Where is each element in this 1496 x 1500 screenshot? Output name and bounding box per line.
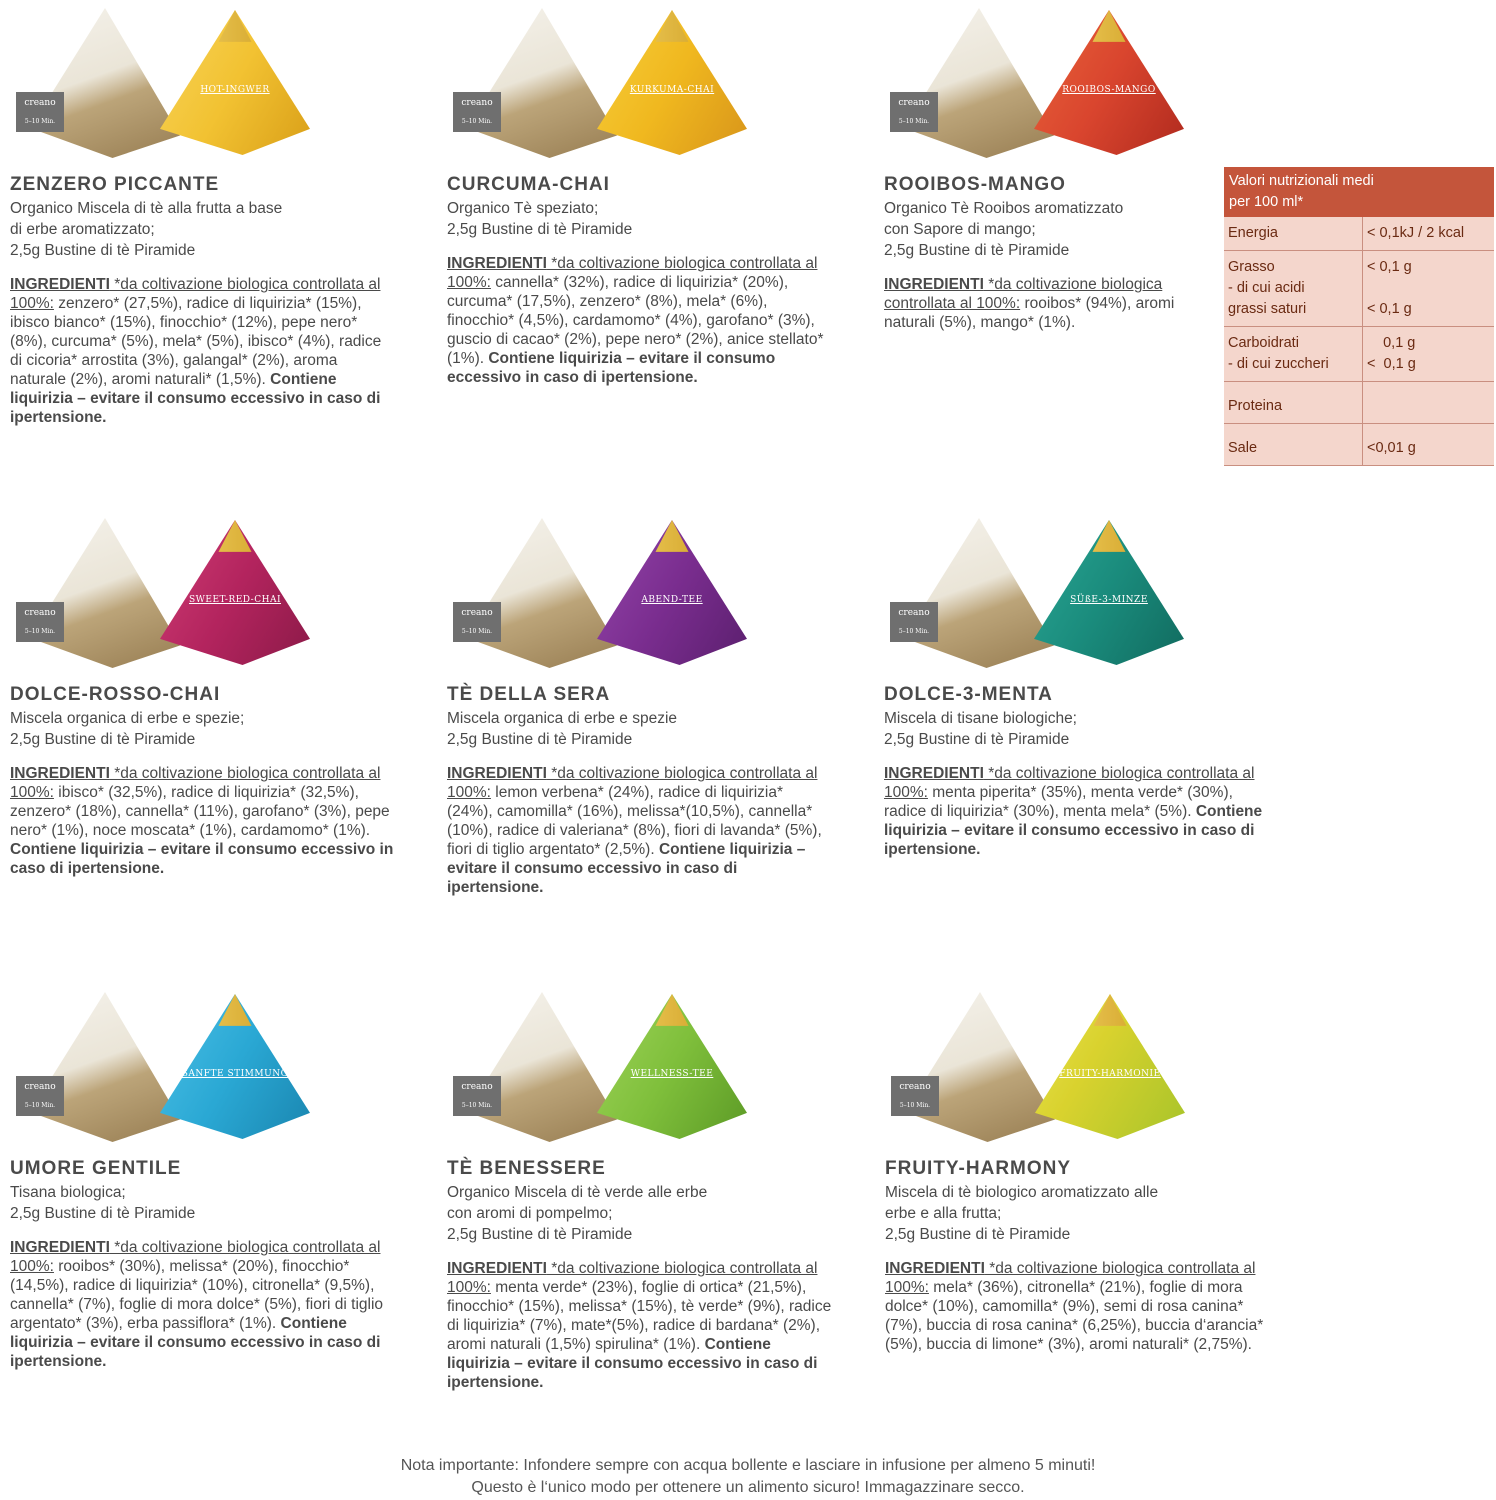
tag-time: 5–10 Min. xyxy=(461,1102,493,1109)
ingredients-text: INGREDIENTI *da coltivazione biologica controllata al 100%: rooibos* (94%), aromi naturali (5%), mango* (1%). xyxy=(884,276,1175,331)
tea-bag-image xyxy=(30,518,180,668)
product-card xyxy=(447,984,847,1392)
product-name: DOLCE-ROSSO-CHAI xyxy=(10,684,221,705)
product-card xyxy=(10,510,410,878)
product-card xyxy=(884,510,1284,859)
product-name: ZENZERO PICCANTE xyxy=(10,174,220,195)
product-description: Tisana biologica; 2,5g Bustine di tè Piramide xyxy=(10,1184,196,1222)
product-image xyxy=(10,984,410,1144)
product-image xyxy=(10,0,410,160)
tea-bag-image xyxy=(467,992,617,1142)
product-name: FRUITY-HARMONY xyxy=(885,1158,1072,1179)
tag-time: 5–10 Min. xyxy=(24,1102,56,1109)
ingredients-text: INGREDIENTI *da coltivazione biologica controllata al 100%: rooibos* (30%), melissa* (20%), finocchio* (14,5%), radice di liquirizia* (10%), citronella* (9,5%), cannella* (7%), foglie di mora dolce* (5%), fiori di tiglio argentato* (3%), erba passiflora* (1%). Contiene liquirizia – evitare il consumo eccessivo in caso di ipertensione. xyxy=(10,1239,384,1370)
product-card xyxy=(10,0,410,427)
ingredients-text: INGREDIENTI *da coltivazione biologica controllata al 100%: mela* (36%), citronella* (21%), foglie di mora dolce* (10%), camomilla* (9%), semi di rosa canina* (7%), buccia di rosa canina* (6,25%), buccia d‘arancia* (5%), buccia di limone* (3%), aromi naturali* (2,75%). xyxy=(885,1260,1264,1353)
tea-tag: creano 5–10 Min. xyxy=(890,92,938,132)
product-card xyxy=(10,984,410,1371)
product-image xyxy=(447,510,847,670)
tag-time: 5–10 Min. xyxy=(24,118,56,125)
tag-time: 5–10 Min. xyxy=(461,118,493,125)
product-description: Organico Miscela di tè alla frutta a base di erbe aromatizzato; 2,5g Bustine di tè Piramide xyxy=(10,200,283,259)
product-name: ROOIBOS-MANGO xyxy=(884,174,1066,195)
product-description: Organico Tè Rooibos aromatizzato con Sapore di mango; 2,5g Bustine di tè Piramide xyxy=(884,200,1124,259)
tea-bag-image xyxy=(467,518,617,668)
box-label: ABEND-TEE xyxy=(641,595,703,605)
tag-time: 5–10 Min. xyxy=(898,118,930,125)
product-image xyxy=(10,510,410,670)
product-name: UMORE GENTILE xyxy=(10,1158,182,1179)
box-label: SÜßE-3-MINZE xyxy=(1070,595,1148,605)
product-name: CURCUMA-CHAI xyxy=(447,174,610,195)
product-description: Organico Tè speziato; 2,5g Bustine di tè Piramide xyxy=(447,200,633,238)
ingredients-text: INGREDIENTI *da coltivazione biologica controllata al 100%: ibisco* (32,5%), radice di liquirizia* (32,5%), zenzero* (18%), cannella* (11%), garofano* (3%), pepe nero* (1%), noce moscata* (1%), cardamomo* (1%). Contiene liquirizia – evitare il consumo eccessivo in caso di ipertensione. xyxy=(10,765,394,877)
ingredients-text: INGREDIENTI *da coltivazione biologica controllata al 100%: zenzero* (27,5%), radice di liquirizia* (15%), ibisco bianco* (15%), finocchio* (12%), pepe nero* (8%), curcuma* (5%), mela* (5%), ibisco* (4%), radice di cicoria* arrostita (3%), galangal* (2%), aroma naturale (2%), aromi naturali* (1,5%). Contiene liquirizia – evitare il consumo eccessivo in caso di ipertensione. xyxy=(10,276,382,426)
ingredients-text: INGREDIENTI *da coltivazione biologica controllata al 100%: cannella* (32%), radice di liquirizia* (20%), curcuma* (17,5%), zenzero* (8%), mela* (6%), finocchio* (4,5%), cardamomo* (4%), garofano* (3%), guscio di cacao* (2%), pepe nero* (2%), anice stellato* (1%). Contiene liquirizia – evitare il consumo eccessivo in caso di ipertensione. xyxy=(447,255,824,386)
product-image xyxy=(884,510,1284,670)
nutrition-row: Proteina xyxy=(1224,382,1494,424)
box-label: ROOIBOS-MANGO xyxy=(1062,85,1156,95)
product-description: Miscela organica di erbe e spezie; 2,5g Bustine di tè Piramide xyxy=(10,710,245,748)
nutrition-row: Carboidrati - di cui zuccheri 0,1 g < 0,1 g xyxy=(1224,327,1494,382)
product-name: DOLCE-3-MENTA xyxy=(884,684,1053,705)
tea-bag-image xyxy=(30,992,180,1142)
tea-tag: creano 5–10 Min. xyxy=(890,602,938,642)
tea-tag: creano 5–10 Min. xyxy=(891,1076,939,1116)
nutrition-table xyxy=(1224,167,1494,466)
product-name: TÈ BENESSERE xyxy=(447,1158,606,1179)
tag-time: 5–10 Min. xyxy=(461,628,493,635)
tea-tag: creano 5–10 Min. xyxy=(16,92,64,132)
box-label: SWEET-RED-CHAI xyxy=(189,595,281,605)
ingredients-text: INGREDIENTI *da coltivazione biologica controllata al 100%: menta verde* (23%), foglie di ortica* (21,5%), finocchio* (15%), melissa* (15%), tè verde* (9%), radice di liquirizia* (7%), mate*(5%), radice di bardana* (2%), aromi naturali (1,5%) spirulina* (1%). Contiene liquirizia – evitare il consumo eccessivo in caso di ipertensione. xyxy=(447,1260,832,1391)
product-image xyxy=(884,0,1284,160)
product-name: TÈ DELLA SERA xyxy=(447,684,611,705)
tea-bag-image xyxy=(905,992,1055,1142)
product-card xyxy=(447,510,847,897)
tea-bag-image xyxy=(30,8,180,158)
box-label: FRUITY-HARMONIE xyxy=(1059,1069,1161,1079)
tea-bag-image xyxy=(904,518,1054,668)
nutrition-row: Energia < 0,1kJ / 2 kcal xyxy=(1224,217,1494,251)
box-label: HOT-INGWER xyxy=(200,85,270,95)
product-image xyxy=(447,984,847,1144)
tea-bag-image xyxy=(904,8,1054,158)
tag-time: 5–10 Min. xyxy=(898,628,930,635)
product-description: Organico Miscela di tè verde alle erbe con aromi di pompelmo; 2,5g Bustine di tè Piramide xyxy=(447,1184,708,1243)
tag-time: 5–10 Min. xyxy=(899,1102,931,1109)
tea-tag: creano 5–10 Min. xyxy=(16,1076,64,1116)
nutrition-header: Valori nutrizionali medi per 100 ml* xyxy=(1224,167,1494,217)
product-description: Miscela di tè biologico aromatizzato alle erbe e alla frutta; 2,5g Bustine di tè Piramide xyxy=(885,1184,1159,1243)
tea-bag-image xyxy=(467,8,617,158)
product-card xyxy=(885,984,1285,1354)
important-note: Nota importante: Infondere sempre con acqua bollente e lasciare in infusione per almeno 5 minuti! Questo è l‘unico modo per ottenere un alimento sicuro! Immagazzinare secco. xyxy=(400,1457,1096,1496)
ingredients-text: INGREDIENTI *da coltivazione biologica controllata al 100%: lemon verbena* (24%), radice di liquirizia* (24%), camomilla* (16%), melissa*(10,5%), cannella* (10%), radice di valeriana* (8%), fiori di lavanda* (5%), fiori di tiglio argentato* (2,5%). Contiene liquirizia – evitare il consumo eccessivo in caso di ipertensione. xyxy=(447,765,822,896)
tea-tag: creano 5–10 Min. xyxy=(453,1076,501,1116)
product-image xyxy=(885,984,1285,1144)
ingredients-text: INGREDIENTI *da coltivazione biologica controllata al 100%: menta piperita* (35%), menta verde* (30%), radice di liquirizia* (30%), menta mela* (5%). Contiene liquirizia – evitare il consumo eccessivo in caso di ipertensione. xyxy=(884,765,1263,858)
tea-tag: creano 5–10 Min. xyxy=(16,602,64,642)
tag-time: 5–10 Min. xyxy=(24,628,56,635)
box-label: SANFTE STIMMUNG xyxy=(181,1069,289,1079)
product-description: Miscela organica di erbe e spezie 2,5g Bustine di tè Piramide xyxy=(447,710,678,748)
nutrition-row: Grasso - di cui acidi grassi saturi < 0,1 g < 0,1 g xyxy=(1224,251,1494,327)
nutrition-row: Sale <0,01 g xyxy=(1224,424,1494,466)
tea-tag: creano 5–10 Min. xyxy=(453,92,501,132)
product-card xyxy=(447,0,847,387)
box-label: KURKUMA-CHAI xyxy=(629,85,715,95)
product-image xyxy=(447,0,847,160)
tea-tag: creano 5–10 Min. xyxy=(453,602,501,642)
product-description: Miscela di tisane biologiche; 2,5g Bustine di tè Piramide xyxy=(884,710,1077,748)
box-label: WELLNESS-TEE xyxy=(630,1069,714,1079)
